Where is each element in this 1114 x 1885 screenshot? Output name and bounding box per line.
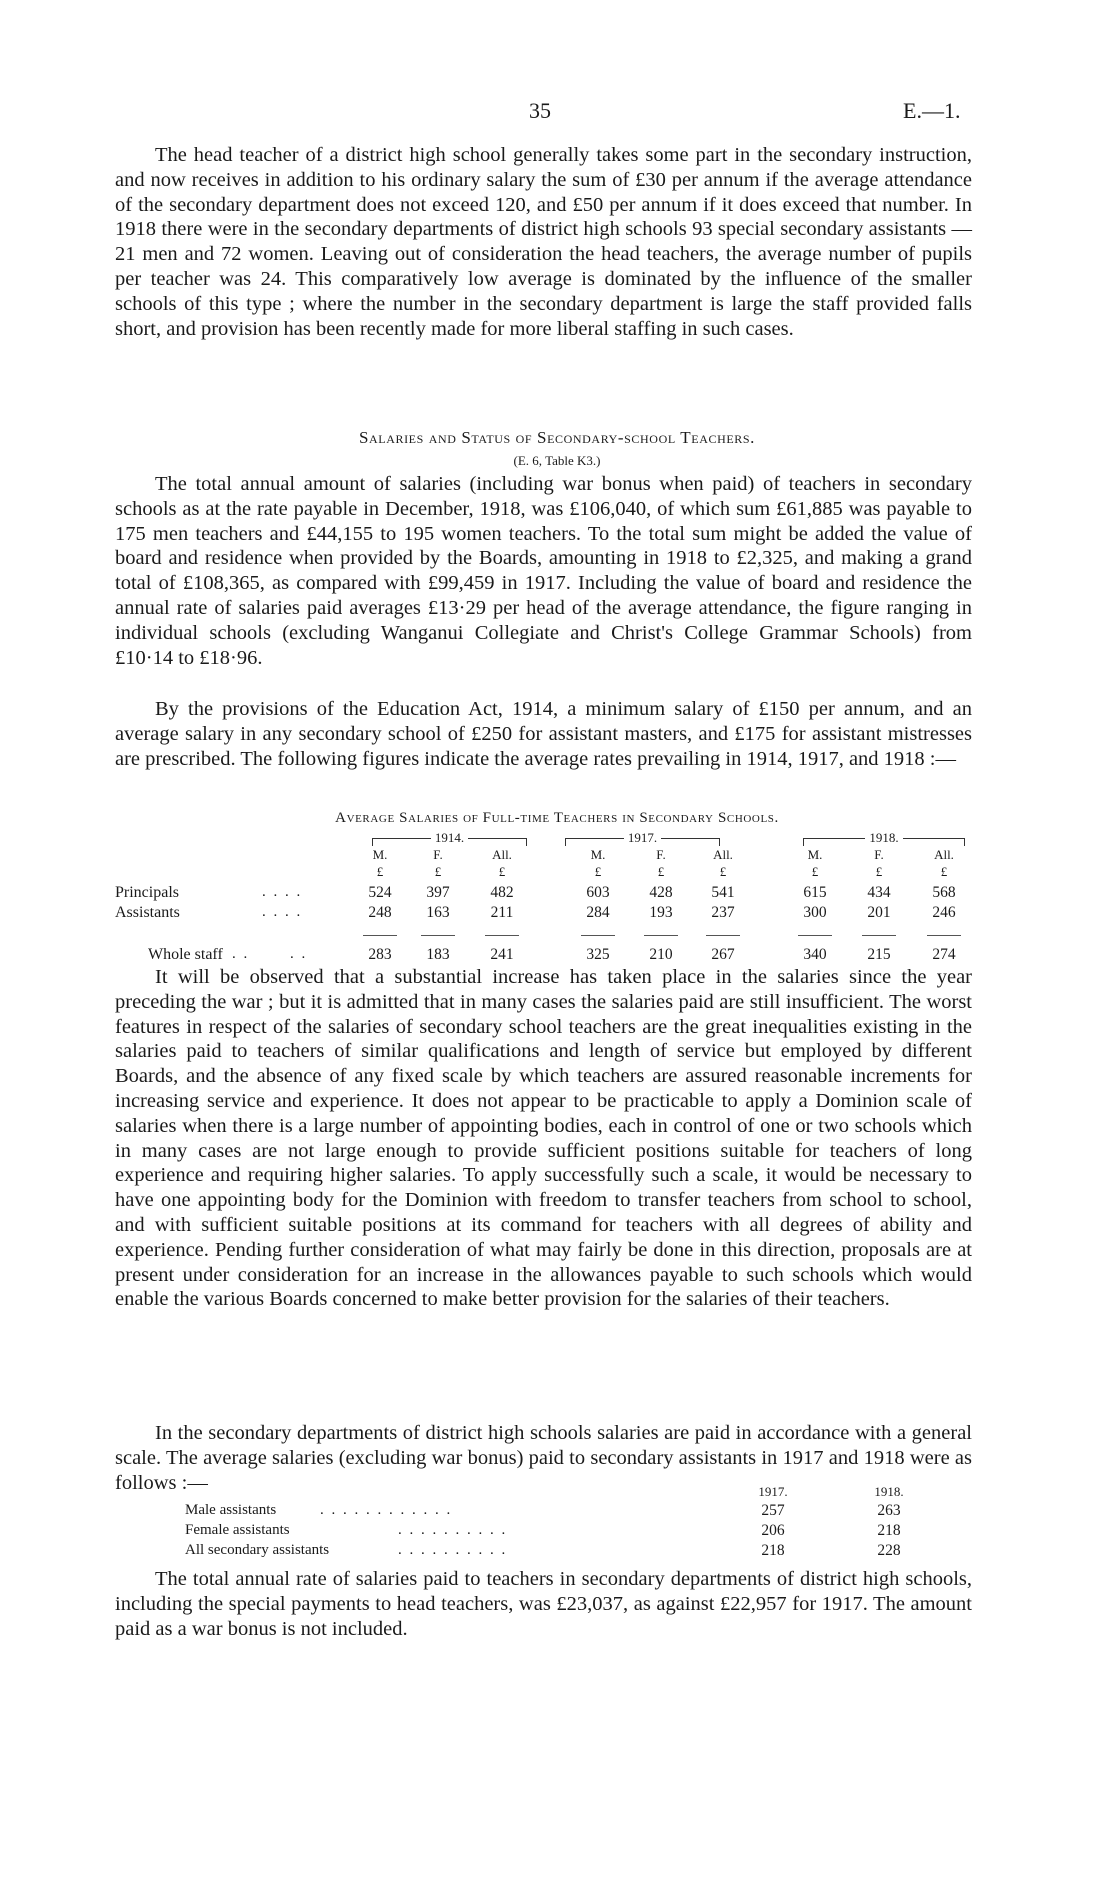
year-header-1917: 1917. <box>565 830 720 846</box>
cell-value: 397 <box>426 884 450 901</box>
sum-rule <box>706 935 740 937</box>
currency-unit: £ <box>434 864 442 879</box>
year-header-1914: 1914. <box>372 830 527 846</box>
cell-value: 237 <box>711 904 735 921</box>
cell-value: 246 <box>932 904 956 921</box>
cell-value: 241 <box>490 946 514 963</box>
row-label-all-secondary-assistants: All secondary assistants <box>185 1542 330 1558</box>
cell-value: 183 <box>426 946 450 963</box>
document-code: E.—1. <box>903 98 961 123</box>
currency-unit: £ <box>498 864 506 879</box>
cell-value: 248 <box>368 904 392 921</box>
cell-value: 340 <box>803 946 827 963</box>
paragraph-observations: It will be observed that a substantial increase has taken place in the salaries since the year preceding the war ; but it is admitted that in many cases the salaries paid are still insufficient. The worst features in respect of the salaries of secondary school teachers are the great inequalities existing in the salaries paid to teachers of similar qualifications and length of service but employed by different Boards, and the absence of any fixed scale by which teachers are assured reasonable increments for increasing service and experience. It does not appear to be practicable to apply a Dominion scale of salaries when there is a large number of appointing bodies, each in control of one or two schools which in many cases are not large enough to provide sufficient positions suitable for teachers of long experience and requiring higher salaries. To apply successfully such a scale, it would be necessary to have one appointing body for the Dominion with freedom to transfer teachers from school to school, and with sufficient suitable positions at its command for teachers with all degrees of ability and experience. Pending further consideration of what may fairly be done in this direction, proposals are at present under consideration for an increase in the allowances payable to such schools which would enable the various Boards concerned to make better provision for the salaries of their teachers. <box>115 966 972 1311</box>
cell-value: 524 <box>368 884 392 901</box>
cell-value: 211 <box>490 904 514 921</box>
leader-dots: . . <box>290 946 308 962</box>
sum-rule <box>927 935 961 937</box>
row-label-female-assistants: Female assistants <box>185 1522 290 1538</box>
sum-rule <box>421 935 455 937</box>
sum-rule <box>485 935 519 937</box>
currency-unit: £ <box>940 864 948 879</box>
cell-value: 284 <box>586 904 610 921</box>
cell-value: 201 <box>867 904 891 921</box>
row-label-whole-staff: Whole staff <box>148 946 223 963</box>
leader-dots: . . <box>232 946 250 962</box>
cell-value: 210 <box>649 946 673 963</box>
cell-value: 218 <box>761 1542 785 1559</box>
cell-value: 283 <box>368 946 392 963</box>
section-heading: Salaries and Status of Secondary-school Teachers. <box>358 428 756 447</box>
sum-rule <box>862 935 896 937</box>
cell-value: 267 <box>711 946 735 963</box>
leader-dots: . . . . . . . . . . <box>398 1542 508 1558</box>
col-header-1918: 1918. <box>874 1484 904 1499</box>
row-label-male-assistants: Male assistants <box>185 1502 277 1518</box>
currency-unit: £ <box>376 864 384 879</box>
cell-value: 541 <box>711 884 735 901</box>
col-header-f: F. <box>433 847 443 862</box>
page-number: 35 <box>529 98 551 123</box>
col-header-m: M. <box>372 847 388 862</box>
year-header-1918: 1918. <box>803 830 965 846</box>
col-header-all: All. <box>492 847 512 862</box>
cell-value: 615 <box>803 884 827 901</box>
sum-rule <box>798 935 832 937</box>
cell-value: 263 <box>877 1502 901 1519</box>
cell-value: 274 <box>932 946 956 963</box>
cell-value: 215 <box>867 946 891 963</box>
cell-value: 163 <box>426 904 450 921</box>
cell-value: 568 <box>932 884 956 901</box>
col-header-1917: 1917. <box>758 1484 788 1499</box>
leader-dots: . . . . . . . . . . . . <box>320 1502 453 1518</box>
cell-value: 300 <box>803 904 827 921</box>
col-header-f: F. <box>874 847 884 862</box>
col-header-m: M. <box>807 847 823 862</box>
leader-dots: . . . . <box>262 884 303 900</box>
table-title: Average Salaries of Full-time Teachers in Secondary Schools. <box>335 810 779 826</box>
sum-rule <box>644 935 678 937</box>
paragraph-total-salaries: The total annual amount of salaries (including war bonus when paid) of teachers in secondary schools as at the rate payable in December, 1918, was £106,040, of which sum £61,885 was payable to 175 men teachers and £44,155 to 195 women teachers. To the total sum might be added the value of board and residence when provided by the Boards, amounting in 1918 to £2,325, and making a grand total of £108,365, as compared with £99,459 in 1917. Including the value of board and residence the annual rate of salaries paid averages £13·29 per head of the average attendance, the figure ranging in individual schools (excluding Wanganui Collegiate and Christ's College Grammar Schools) from £10·14 to £18·96. <box>115 473 972 669</box>
currency-unit: £ <box>875 864 883 879</box>
paragraph-total-rate: The total annual rate of salaries paid to teachers in secondary departments of district high schools, including the special payments to head teachers, was £23,037, as against £22,957 for 1917. The amount paid as a war bonus is not included. <box>115 1568 972 1640</box>
currency-unit: £ <box>811 864 819 879</box>
sum-rule <box>581 935 615 937</box>
row-label-principals: Principals <box>115 884 179 901</box>
cell-value: 428 <box>649 884 673 901</box>
cell-value: 218 <box>877 1522 901 1539</box>
currency-unit: £ <box>719 864 727 879</box>
currency-unit: £ <box>594 864 602 879</box>
paragraph-district-high-schools: The head teacher of a district high school generally takes some part in the secondary instruction, and now receives in addition to his ordinary salary the sum of £30 per annum if the average attendance of the secondary department does not exceed 120, and £50 per annum if it does exceed that number. In 1918 there were in the secondary departments of district high schools 93 special secondary assistants —21 men and 72 women. Leaving out of consideration the head teachers, the average number of pupils per teacher was 24. This comparatively low average is dominated by the influence of the smaller schools of this type ; where the number in the secondary department is large the staff provided falls short, and provision has been recently made for more liberal staffing in such cases. <box>115 144 972 340</box>
cell-value: 482 <box>490 884 514 901</box>
paragraph-general-scale: In the secondary departments of district high schools salaries are paid in accordance with a general scale. The average salaries (excluding war bonus) paid to secondary assistants in 1917 and 1918 were as follows :— <box>115 1422 972 1494</box>
col-header-all: All. <box>934 847 954 862</box>
sum-rule <box>363 935 397 937</box>
col-header-all: All. <box>713 847 733 862</box>
cell-value: 206 <box>761 1522 785 1539</box>
section-subheading: (E. 6, Table K3.) <box>513 453 601 468</box>
row-label-assistants: Assistants <box>115 904 180 921</box>
cell-value: 193 <box>649 904 673 921</box>
col-header-m: M. <box>590 847 606 862</box>
cell-value: 603 <box>586 884 610 901</box>
cell-value: 434 <box>867 884 891 901</box>
col-header-f: F. <box>656 847 666 862</box>
cell-value: 325 <box>586 946 610 963</box>
leader-dots: . . . . . . . . . . <box>398 1522 508 1538</box>
cell-value: 257 <box>761 1502 785 1519</box>
paragraph-education-act: By the provisions of the Education Act, 1914, a minimum salary of £150 per annum, and an average salary in any secondary school of £250 for assistant masters, and £175 for assistant mistresses are prescribed. The following figures indicate the average rates prevailing in 1914, 1917, and 1918 :— <box>115 698 972 770</box>
currency-unit: £ <box>657 864 665 879</box>
leader-dots: . . . . <box>262 904 303 920</box>
cell-value: 228 <box>877 1542 901 1559</box>
